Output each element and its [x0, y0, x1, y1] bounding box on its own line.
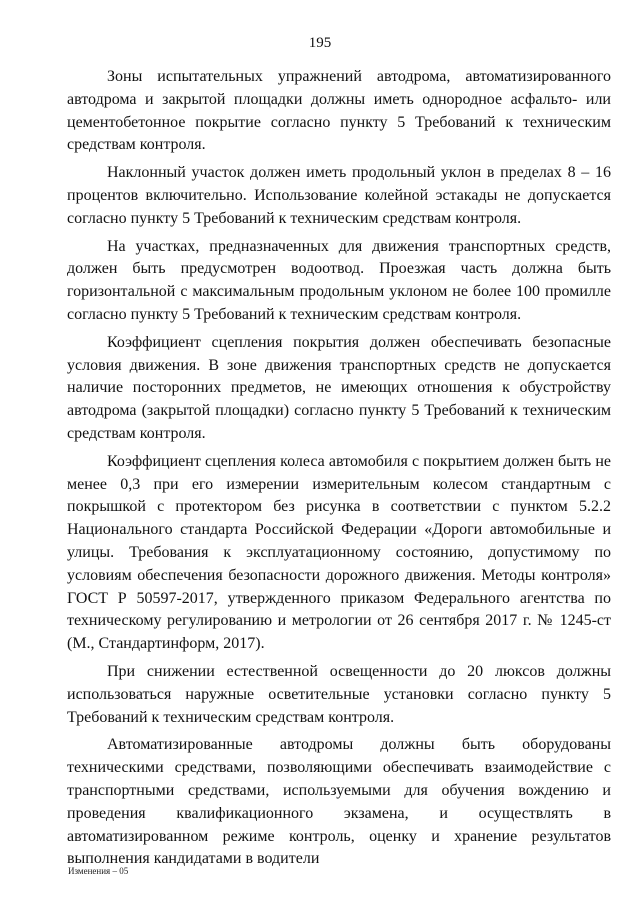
paragraph-drainage: На участках, предназначенных для движения транспортных средств, должен быть предусмотрен водоотвод. Проезжая часть должна быть горизонтальной с максимальным продольным уклоном не более 100 промилле согласно пункту 5 Требований к техническим средствам контроля.	[67, 237, 611, 323]
paragraph-automated-track-equipment: Автоматизированные автодромы должны быть оборудованы техническими средствами, позволяющими обеспечивать взаимодействие с транспортными средствами, используемыми для обучения вождению и проведения квалификационного экзамена, и осуществлять в автоматизированном режиме контроль, оценку и хранение результатов выполнения кандидатами в водители	[67, 736, 611, 868]
footer-revision-note: Изменения – 05	[68, 866, 129, 876]
paragraph-road-surface: Зоны испытательных упражнений автодрома, автоматизированного автодрома и закрытой площадки должны иметь однородное асфальто- или цементобетонное покрытие согласно пункту 5 Требований к техническим средствам контроля.	[67, 68, 611, 154]
page-number: 195	[308, 35, 332, 51]
paragraph-lighting: При снижении естественной освещенности до 20 люксов должны использоваться наружные осветительные установки согласно пункту 5 Требований к техническим средствам контроля.	[67, 662, 611, 726]
paragraph-surface-grip: Коэффициент сцепления покрытия должен обеспечивать безопасные условия движения. В зоне движения транспортных средств не допускается наличие посторонних предметов, не имеющих отношения к обустройству автодрома (закрытой площадки) согласно пункту 5 Требований к техническим средствам контроля.	[67, 333, 611, 442]
paragraph-wheel-grip-coefficient: Коэффициент сцепления колеса автомобиля с покрытием должен быть не менее 0,3 при его измерении измерительным колесом стандартным с покрышкой с протектором без рисунка в соответствии с пунктом 5.2.2 Национального стандарта Российской Федерации «Дороги автомобильные и улицы. Требования к эксплуатационному состоянию, допустимому по условиям обеспечения безопасности дорожного движения. Методы контроля» ГОСТ Р 50597-2017, утвержденного приказом Федерального агентства по техническому регулированию и метрологии от 26 сентября 2017 г. № 1245-ст (М., Стандартинформ, 2017).	[67, 452, 611, 653]
document-body	[67, 66, 611, 876]
paragraph-incline-section: Наклонный участок должен иметь продольный уклон в пределах 8 – 16 процентов включительно. Использование колейной эстакады не допускается согласно пункту 5 Требований к техническим средствам контроля.	[67, 164, 611, 227]
